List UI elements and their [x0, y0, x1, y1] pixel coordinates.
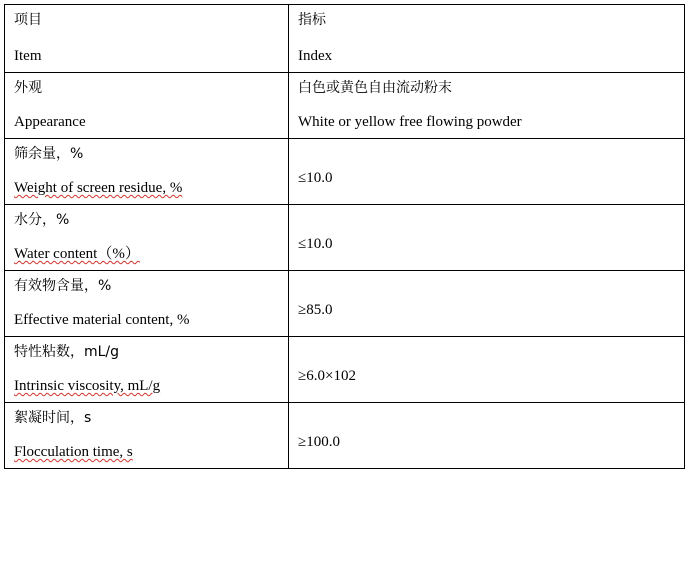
index-value-en: White or yellow free flowing powder [298, 114, 522, 130]
row-item-flocculation-time [5, 403, 289, 469]
item-label-en: Weight of screen residue, % [14, 180, 183, 196]
table-row [5, 73, 685, 139]
column-header-index-cn: 指标 [298, 12, 326, 28]
column-header-item-cn: 项目 [14, 12, 42, 28]
column-header-index [289, 5, 685, 73]
table-header-row [5, 5, 685, 73]
row-item-screen-residue [5, 139, 289, 205]
item-label-cn: 外观 [14, 80, 42, 96]
row-index-screen-residue [289, 139, 685, 205]
table-row [5, 271, 685, 337]
index-value: ≥6.0×102 [298, 368, 356, 384]
item-label-en: Appearance [14, 114, 86, 130]
row-item-appearance [5, 73, 289, 139]
table-row [5, 139, 685, 205]
item-label-cn: 筛余量，% [14, 146, 84, 162]
row-item-water-content [5, 205, 289, 271]
index-value: ≤10.0 [298, 170, 333, 186]
index-value: ≥100.0 [298, 434, 340, 450]
row-index-effective-material [289, 271, 685, 337]
item-label-cn: 有效物含量，% [14, 278, 112, 294]
table-row [5, 403, 685, 469]
index-value-cn: 白色或黄色自由流动粉末 [298, 80, 452, 96]
item-label-cn: 絮凝时间，s [14, 410, 92, 426]
row-index-flocculation-time [289, 403, 685, 469]
row-index-intrinsic-viscosity [289, 337, 685, 403]
column-header-item [5, 5, 289, 73]
item-label-cn: 水分，% [14, 212, 70, 228]
index-value: ≤10.0 [298, 236, 333, 252]
table-row [5, 205, 685, 271]
row-index-appearance [289, 73, 685, 139]
item-label-cn: 特性粘数，mL/g [14, 344, 120, 360]
row-item-effective-material [5, 271, 289, 337]
item-label-en: Flocculation time, s [14, 444, 133, 460]
item-label-en: Effective material content, % [14, 312, 190, 328]
index-value: ≥85.0 [298, 302, 333, 318]
item-label-en: Water content（%） [14, 246, 140, 262]
item-label-en: Intrinsic viscosity, mL/g [14, 378, 161, 394]
column-header-index-en: Index [298, 48, 333, 64]
row-index-water-content [289, 205, 685, 271]
table-row [5, 337, 685, 403]
row-item-intrinsic-viscosity [5, 337, 289, 403]
specification-table [4, 4, 685, 469]
column-header-item-en: Item [14, 48, 42, 64]
document-page [0, 4, 690, 579]
